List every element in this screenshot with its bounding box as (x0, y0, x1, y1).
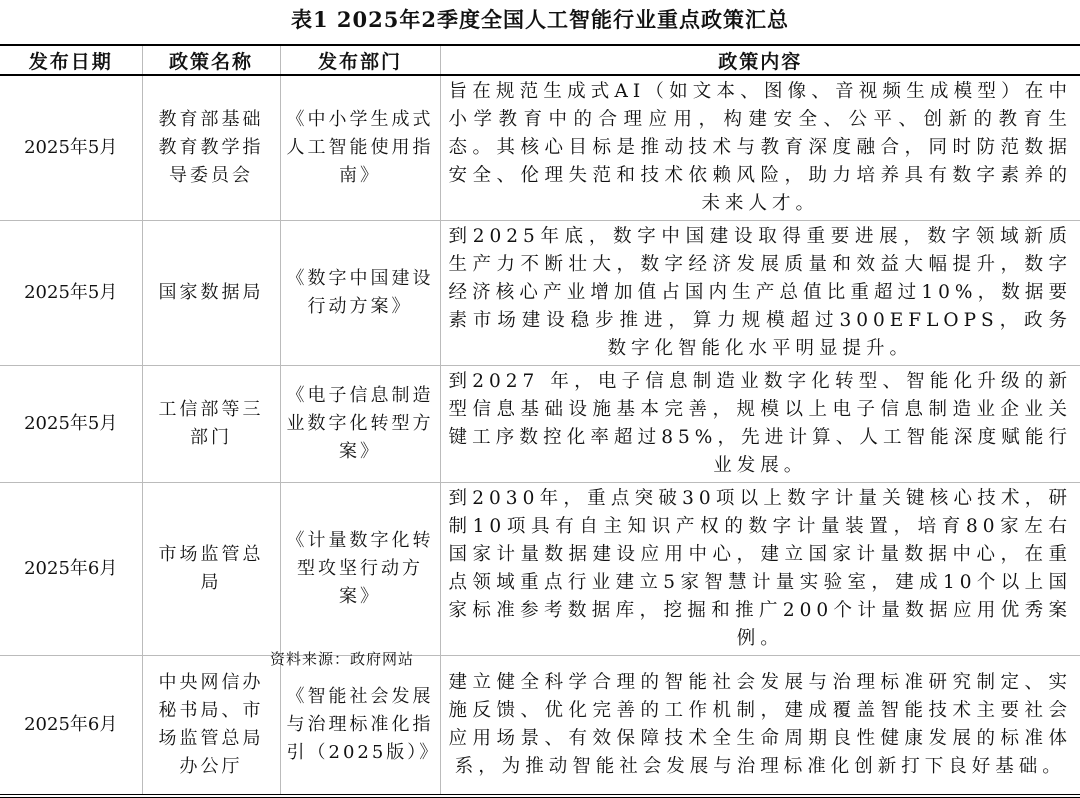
cell-department: 市场监管总局 (142, 483, 280, 656)
table-row (0, 366, 1080, 483)
header-content: 政策内容 (440, 45, 1080, 75)
cell-date: 2025年5月 (24, 137, 118, 158)
cell-department: 工信部等三部门 (142, 366, 280, 483)
cell-department: 中央网信办秘书局、市场监管总局办公厅 (142, 656, 280, 796)
cell-policy-name: 《计量数字化转型攻坚行动方案》 (280, 483, 440, 656)
table-row (0, 483, 1080, 656)
cell-department: 国家数据局 (142, 221, 280, 366)
cell-date: 2025年5月 (24, 282, 118, 303)
cell-date: 2025年6月 (24, 558, 118, 579)
source-note: 资料来源：政府网站 (270, 650, 415, 668)
cell-date: 2025年5月 (24, 413, 118, 434)
cell-department: 教育部基础教育教学指导委员会 (142, 75, 280, 221)
cell-content: 到2025年底，数字中国建设取得重要进展，数字领域新质生产力不断壮大，数字经济发展质量和效益大幅提升，数字经济核心产业增加值占国内生产总值比重超过10%，数据要素市场建设稳步推进，算力规模超过300EFLOPS，政务数字化智能化水平明显提升。 (440, 221, 1080, 366)
cell-policy-name: 《数字中国建设行动方案》 (280, 221, 440, 366)
policy-table (0, 44, 1080, 798)
table-row (0, 221, 1080, 366)
cell-date: 2025年6月 (24, 713, 118, 735)
cell-content: 建立健全科学合理的智能社会发展与治理标准研究制定、实施反馈、优化完善的工作机制，建成覆盖智能技术主要社会应用场景、有效保障技术全生命周期良性健康发展的标准体系，为推动智能社会发展与治理标准化创新打下良好基础。 (440, 656, 1080, 796)
cell-policy-name: 《电子信息制造业数字化转型方案》 (280, 366, 440, 483)
table-header-row (0, 45, 1080, 75)
cell-policy-name: 《中小学生成式人工智能使用指南》 (280, 75, 440, 221)
table-row (0, 656, 1080, 796)
cell-content: 旨在规范生成式AI（如文本、图像、音视频生成模型）在中小学教育中的合理应用，构建安全、公平、创新的教育生态。其核心目标是推动技术与教育深度融合，同时防范数据安全、伦理失范和技术依赖风险，助力培养具有数字素养的未来人才。 (440, 75, 1080, 221)
table-title: 表1 2025年2季度全国人工智能行业重点政策汇总 (291, 7, 789, 32)
header-department: 发布部门 (280, 45, 440, 75)
header-policy-name: 政策名称 (142, 45, 280, 75)
cell-content: 到2027 年，电子信息制造业数字化转型、智能化升级的新型信息基础设施基本完善，规模以上电子信息制造业企业关键工序数控化率超过85%，先进计算、人工智能深度赋能行业发展。 (440, 366, 1080, 483)
cell-policy-name: 《智能社会发展与治理标准化指引（2025版）》 (280, 656, 440, 796)
cell-content: 到2030年，重点突破30项以上数字计量关键核心技术，研制10项具有自主知识产权的数字计量装置，培育80家左右国家计量数据建设应用中心，建立国家计量数据中心，在重点领域重点行业建立5家智慧计量实验室，建成10个以上国家标准参考数据库，挖掘和推广200个计量数据应用优秀案例。 (440, 483, 1080, 656)
header-date: 发布日期 (28, 50, 113, 73)
table-row (0, 75, 1080, 221)
